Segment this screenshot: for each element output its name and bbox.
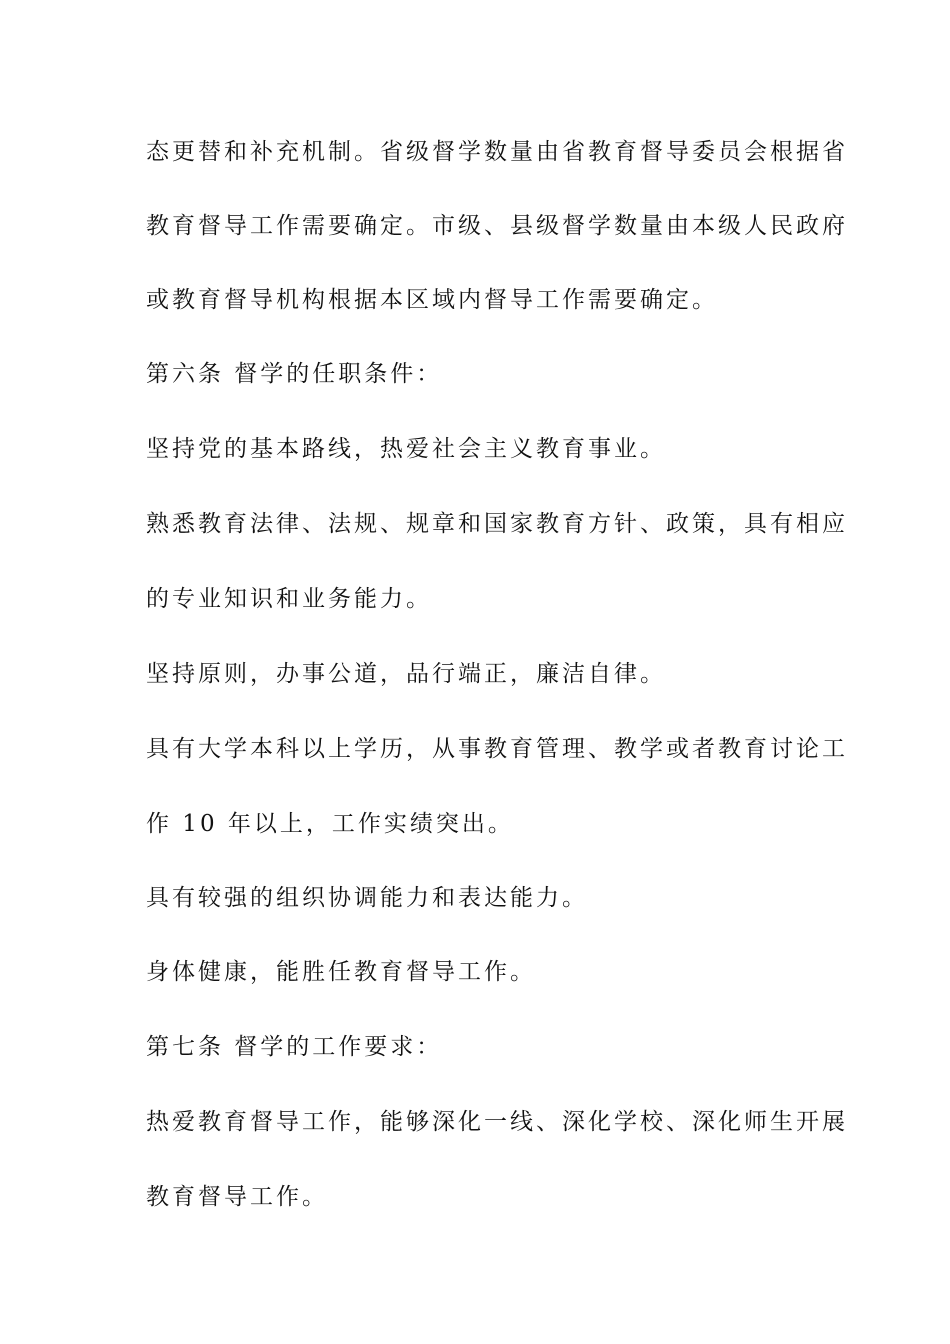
paragraph-line-12: 身体健康，能胜任教育督导工作。 bbox=[146, 959, 536, 985]
article-7-heading: 第七条 督学的工作要求： bbox=[146, 1034, 443, 1060]
paragraph-line-10: 作 10 年以上，工作实绩突出。 bbox=[146, 811, 514, 837]
paragraph-line-9: 具有大学本科以上学历，从事教育管理、教学或者教育讨论工 bbox=[146, 736, 848, 762]
paragraph-line-6: 熟悉教育法律、法规、规章和国家教育方针、政策，具有相应 bbox=[146, 511, 848, 537]
article-6-heading: 第六条 督学的任职条件： bbox=[146, 361, 443, 387]
paragraph-line-14: 热爱教育督导工作，能够深化一线、深化学校、深化师生开展 bbox=[146, 1109, 848, 1135]
paragraph-line-11: 具有较强的组织协调能力和表达能力。 bbox=[146, 885, 588, 911]
paragraph-line-15: 教育督导工作。 bbox=[146, 1184, 328, 1210]
paragraph-line-3: 或教育督导机构根据本区域内督导工作需要确定。 bbox=[146, 287, 718, 313]
paragraph-line-1: 态更替和补充机制。省级督学数量由省教育督导委员会根据省 bbox=[146, 139, 848, 165]
paragraph-line-8: 坚持原则，办事公道，品行端正，廉洁自律。 bbox=[146, 661, 666, 687]
paragraph-line-7: 的专业知识和业务能力。 bbox=[146, 586, 432, 612]
paragraph-line-2: 教育督导工作需要确定。市级、县级督学数量由本级人民政府 bbox=[146, 213, 848, 239]
paragraph-line-5: 坚持党的基本路线，热爱社会主义教育事业。 bbox=[146, 436, 666, 462]
